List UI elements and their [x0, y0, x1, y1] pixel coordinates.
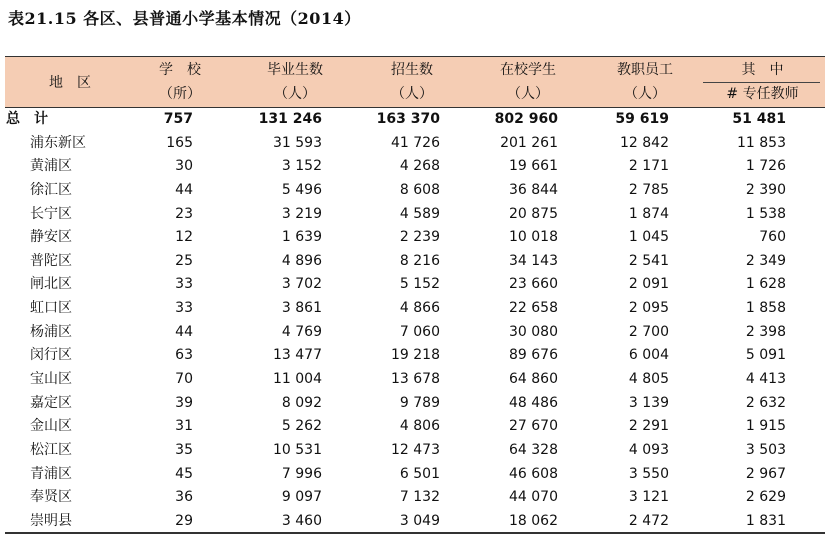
total-row	[0, 107, 832, 131]
value-cell: 5 262	[281, 418, 322, 435]
value-cell: 3 219	[281, 205, 322, 222]
value-cell: 2 171	[628, 158, 669, 175]
table-row	[0, 272, 832, 296]
district-name: 杨浦区	[30, 323, 72, 340]
value-cell: 8 092	[281, 394, 322, 411]
value-cell: 12 842	[620, 134, 669, 151]
value-cell: 51 481	[732, 111, 786, 127]
table-row	[0, 202, 832, 226]
value-cell: 11 853	[737, 134, 786, 151]
value-cell: 2 472	[628, 512, 669, 529]
header-of-which: 其 中	[741, 62, 784, 78]
value-cell: 30	[175, 158, 193, 175]
table-row	[0, 343, 832, 367]
value-cell: 11 004	[273, 371, 322, 388]
district-name: 普陀区	[30, 252, 72, 269]
value-cell: 31	[175, 418, 193, 435]
header-graduates-unit: （人）	[274, 86, 316, 102]
value-cell: 3 121	[628, 489, 669, 506]
value-cell: 48 486	[509, 394, 558, 411]
table-row	[0, 509, 832, 533]
value-cell: 8 608	[399, 181, 440, 198]
value-cell: 3 702	[281, 276, 322, 293]
header-enrolled-unit: （人）	[391, 86, 433, 102]
value-cell: 13 477	[273, 347, 322, 364]
value-cell: 2 349	[745, 252, 786, 269]
value-cell: 1 726	[745, 158, 786, 175]
header-schools-unit: （所）	[159, 86, 201, 102]
value-cell: 1 045	[628, 229, 669, 246]
district-name: 宝山区	[30, 371, 72, 388]
header-teachers: # 专任教师	[726, 86, 799, 102]
value-cell: 2 239	[399, 229, 440, 246]
table-row	[0, 462, 832, 486]
value-cell: 1 639	[281, 229, 322, 246]
value-cell: 13 678	[391, 371, 440, 388]
value-cell: 31 593	[273, 134, 322, 151]
value-cell: 4 268	[399, 158, 440, 175]
value-cell: 29	[175, 512, 193, 529]
value-cell: 34 143	[509, 252, 558, 269]
value-cell: 4 896	[281, 252, 322, 269]
value-cell: 3 460	[281, 512, 322, 529]
value-cell: 2 541	[628, 252, 669, 269]
value-cell: 1 874	[628, 205, 669, 222]
value-cell: 1 858	[745, 300, 786, 317]
value-cell: 44	[175, 323, 193, 340]
value-cell: 64 328	[509, 441, 558, 458]
value-cell: 6 501	[399, 465, 440, 482]
value-cell: 5 091	[745, 347, 786, 364]
value-cell: 63	[175, 347, 193, 364]
district-name: 闵行区	[30, 347, 72, 364]
value-cell: 19 218	[391, 347, 440, 364]
value-cell: 131 246	[258, 111, 322, 127]
value-cell: 25	[175, 252, 193, 269]
district-name: 金山区	[30, 418, 72, 435]
header-graduates: 毕业生数	[267, 62, 323, 78]
district-name: 青浦区	[30, 465, 72, 482]
header-students: 在校学生	[500, 62, 556, 78]
value-cell: 3 139	[628, 394, 669, 411]
value-cell: 165	[166, 134, 193, 151]
value-cell: 27 670	[509, 418, 558, 435]
district-name: 长宁区	[30, 205, 72, 222]
value-cell: 6 004	[628, 347, 669, 364]
value-cell: 30 080	[509, 323, 558, 340]
district-name: 嘉定区	[30, 394, 72, 411]
value-cell: 89 676	[509, 347, 558, 364]
district-name: 静安区	[30, 229, 72, 246]
value-cell: 19 661	[509, 158, 558, 175]
value-cell: 2 629	[745, 489, 786, 506]
district-name: 松江区	[30, 441, 72, 458]
district-name: 奉贤区	[30, 489, 72, 506]
header-staff: 教职员工	[617, 62, 673, 78]
district-name: 闸北区	[30, 276, 72, 293]
value-cell: 64 860	[509, 371, 558, 388]
value-cell: 760	[759, 229, 786, 246]
value-cell: 2 785	[628, 181, 669, 198]
value-cell: 4 806	[399, 418, 440, 435]
value-cell: 5 152	[399, 276, 440, 293]
value-cell: 4 093	[628, 441, 669, 458]
value-cell: 10 531	[273, 441, 322, 458]
value-cell: 9 789	[399, 394, 440, 411]
value-cell: 7 060	[399, 323, 440, 340]
header-schools: 学 校	[159, 62, 201, 78]
value-cell: 1 628	[745, 276, 786, 293]
value-cell: 2 632	[745, 394, 786, 411]
value-cell: 44 070	[509, 489, 558, 506]
value-cell: 2 095	[628, 300, 669, 317]
value-cell: 12	[175, 229, 193, 246]
value-cell: 5 496	[281, 181, 322, 198]
value-cell: 23 660	[509, 276, 558, 293]
value-cell: 4 413	[745, 371, 786, 388]
value-cell: 4 866	[399, 300, 440, 317]
value-cell: 802 960	[494, 111, 558, 127]
value-cell: 7 996	[281, 465, 322, 482]
district-name: 徐汇区	[30, 181, 72, 198]
value-cell: 201 261	[500, 134, 558, 151]
value-cell: 757	[163, 111, 193, 127]
value-cell: 10 018	[509, 229, 558, 246]
value-cell: 23	[175, 205, 193, 222]
value-cell: 12 473	[391, 441, 440, 458]
table-row	[0, 414, 832, 438]
header-staff-unit: （人）	[624, 86, 666, 102]
value-cell: 2 390	[745, 181, 786, 198]
header-region: 地 区	[49, 75, 91, 91]
district-name: 浦东新区	[30, 134, 86, 151]
table-row	[0, 320, 832, 344]
value-cell: 35	[175, 441, 193, 458]
value-cell: 33	[175, 300, 193, 317]
value-cell: 1 915	[745, 418, 786, 435]
value-cell: 2 700	[628, 323, 669, 340]
table-row	[0, 438, 832, 462]
value-cell: 2 967	[745, 465, 786, 482]
value-cell: 39	[175, 394, 193, 411]
value-cell: 3 152	[281, 158, 322, 175]
table-row	[0, 391, 832, 415]
value-cell: 7 132	[399, 489, 440, 506]
table-row	[0, 131, 832, 155]
value-cell: 1 831	[745, 512, 786, 529]
district-name: 虹口区	[30, 300, 72, 317]
district-name: 黄浦区	[30, 158, 72, 175]
table-row	[0, 485, 832, 509]
value-cell: 44	[175, 181, 193, 198]
table-row	[0, 367, 832, 391]
value-cell: 36	[175, 489, 193, 506]
value-cell: 20 875	[509, 205, 558, 222]
value-cell: 3 861	[281, 300, 322, 317]
header-students-unit: （人）	[507, 86, 549, 102]
value-cell: 18 062	[509, 512, 558, 529]
value-cell: 2 291	[628, 418, 669, 435]
value-cell: 4 805	[628, 371, 669, 388]
table-row	[0, 296, 832, 320]
value-cell: 22 658	[509, 300, 558, 317]
table-row	[0, 249, 832, 273]
table-row	[0, 225, 832, 249]
value-cell: 46 608	[509, 465, 558, 482]
value-cell: 33	[175, 276, 193, 293]
value-cell: 1 538	[745, 205, 786, 222]
value-cell: 2 398	[745, 323, 786, 340]
value-cell: 3 503	[745, 441, 786, 458]
total-label: 总 计	[6, 111, 48, 127]
value-cell: 8 216	[399, 252, 440, 269]
value-cell: 4 769	[281, 323, 322, 340]
value-cell: 2 091	[628, 276, 669, 293]
value-cell: 70	[175, 371, 193, 388]
table-row	[0, 154, 832, 178]
value-cell: 59 619	[615, 111, 669, 127]
value-cell: 45	[175, 465, 193, 482]
header-enrolled: 招生数	[391, 62, 433, 78]
table-row	[0, 178, 832, 202]
value-cell: 4 589	[399, 205, 440, 222]
value-cell: 3 049	[399, 512, 440, 529]
value-cell: 163 370	[376, 111, 440, 127]
value-cell: 9 097	[281, 489, 322, 506]
district-name: 崇明县	[30, 512, 72, 529]
value-cell: 41 726	[391, 134, 440, 151]
value-cell: 36 844	[509, 181, 558, 198]
value-cell: 3 550	[628, 465, 669, 482]
table-title: 表21.15 各区、县普通小学基本情况（2014）	[8, 9, 361, 28]
